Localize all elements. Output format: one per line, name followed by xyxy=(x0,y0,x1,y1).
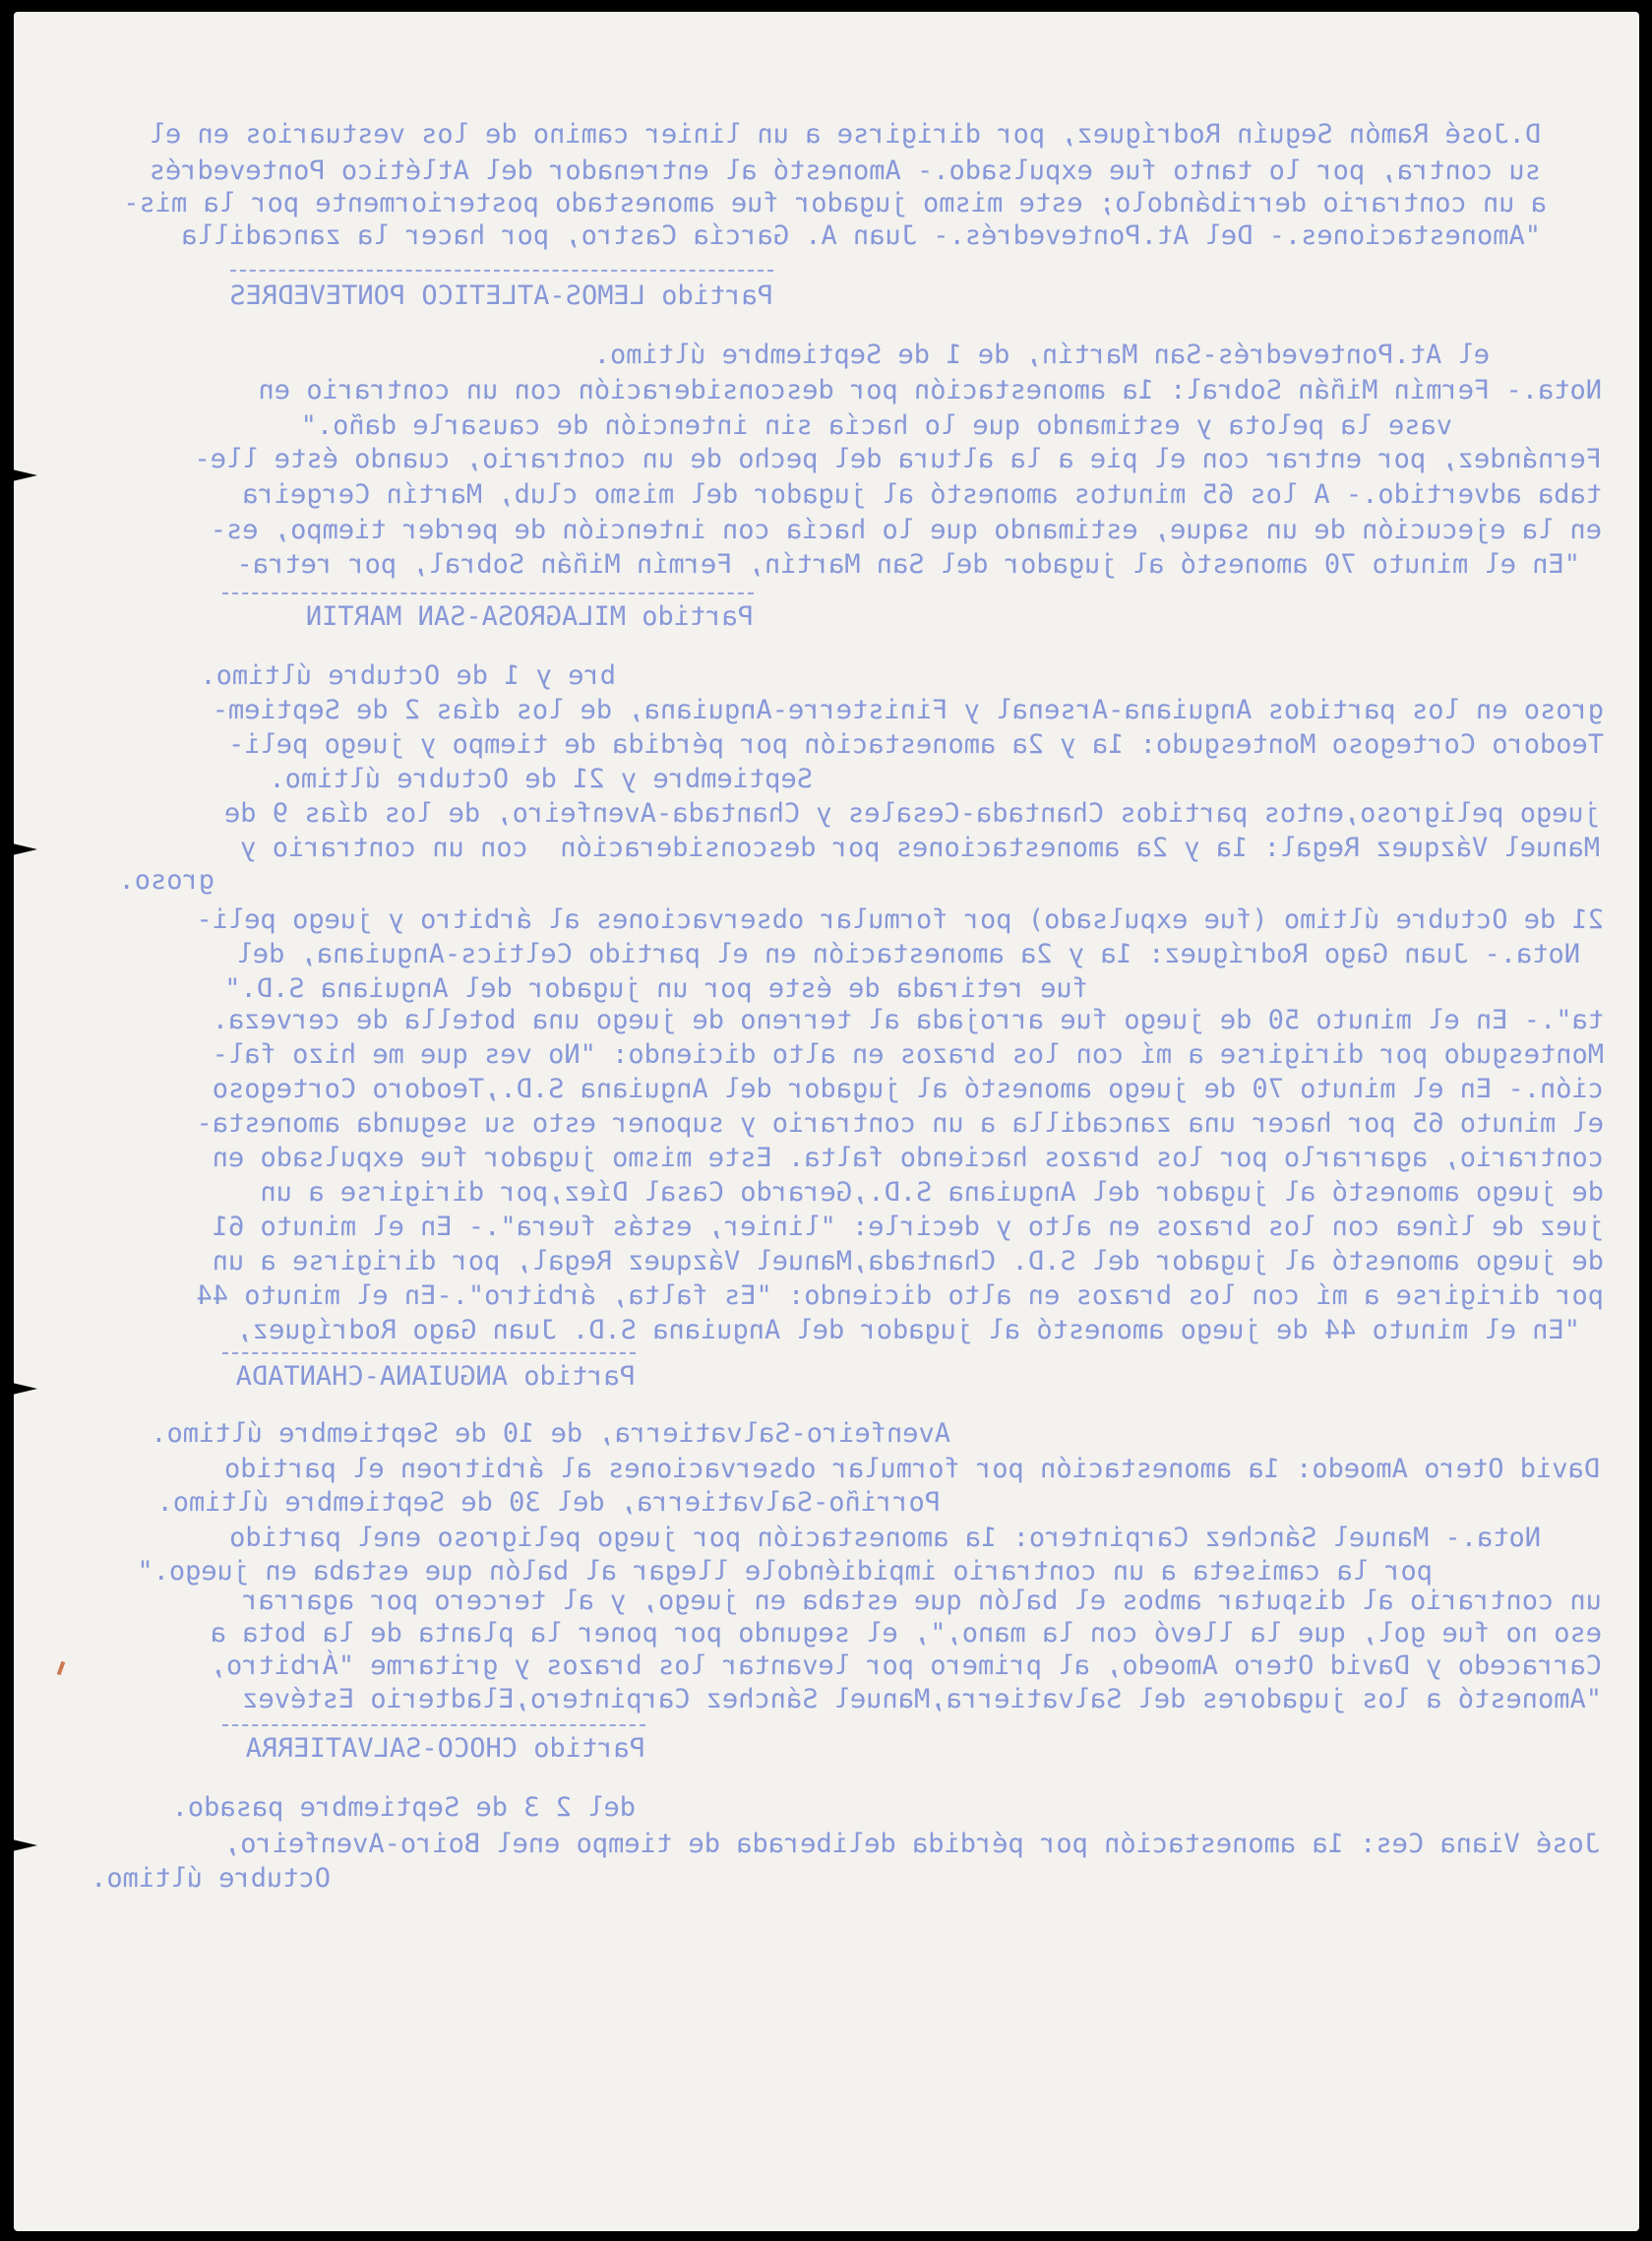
text-line: el At.Pontevedrés-San Martín, de 1 de Septiembre último. xyxy=(593,340,1490,370)
text-line: ta".- En el minuto 50 de juego fue arrojada al terreno de juego una botella de cerveza. xyxy=(212,1005,1604,1035)
show-through-text xyxy=(14,12,1639,2231)
text-line: Nota.- Juan Gago Rodríguez: 1a y 2a amonestación en el partido Celtics-Anguiana, del xyxy=(236,939,1580,969)
text-line: D.José Ramón Seguín Rodríguez, por dirigirse a un linier camino de los vestuarios en el xyxy=(149,119,1541,150)
text-line: juez de línea con los brazos en alto y decirle: "linier, estás fuera".- En el minuto 61 xyxy=(212,1212,1604,1242)
text-line: por dirigirse a mí con los brazos en alto diciendo: "Es falta, árbitro".-En el minuto 44 xyxy=(196,1280,1604,1311)
text-line: "En el minuto 44 de juego amonestó al jugador del Anguiana S.D. Juan Gago Rodríguez, xyxy=(236,1315,1580,1345)
text-line: Manuel Vázquez Regal: 1a y 2a amonestaciones por desconsideración con un contrario y xyxy=(240,833,1600,863)
text-line: David Otero Amoedo: 1a amonestación por formular observaciones al árbitroen el partido xyxy=(224,1454,1600,1484)
text-line: ción.- En el minuto 70 de juego amonestó al jugador del Anguiana S.D.,Teodoro Cortegoso xyxy=(212,1074,1604,1104)
text-line: Montesgudo por dirigirse a mí con los brazos en alto diciendo: "No ves que me hizo fal- xyxy=(212,1039,1604,1070)
text-line: de juego amonestó al jugador del S.D. Chantada,Manuel Vázquez Regal, por dirigirse a un xyxy=(212,1246,1604,1276)
text-line: Fernández, por entrar con el pie a la altura del pecho de un contrario, cuando éste lle- xyxy=(194,444,1602,474)
text-line: taba advertido.- A los 65 minutos amonestó al jugador del mismo club, Martín Cergeira xyxy=(242,479,1602,510)
text-line: "Amonestó a los jugadores del Salvatierra,Manuel Sánchez Carpintero,Eladterio Estévez xyxy=(242,1684,1602,1714)
text-line: en la ejecución de un saque, estimando que lo hacía con intención de perder tiempo, es- xyxy=(210,515,1602,545)
text-line: juego peligroso,entos partidos Chantada-Cesales y Chantada-Avenfeiro, de los días 9 de xyxy=(224,798,1600,829)
text-line: Septiembre y 21 de Octubre último. xyxy=(269,764,813,794)
text-line: eso no fue gol, que la llevó con la mano,", el segundo por poner la planta de la bota a xyxy=(210,1618,1602,1649)
text-line: groso. xyxy=(118,865,214,896)
section-heading: Partido ANGUIANA-CHANTADA xyxy=(235,1361,636,1392)
text-line: vase la pelota y estimando que lo hacía sin intención de causarle daño." xyxy=(300,410,1452,441)
text-line: "Amonestaciones.- Del At.Pontevedrés.- Juan A. García Castro, por hacer la zancadilla xyxy=(181,220,1541,251)
text-line: un contrario al disputar ambos el balón que estaba en juego, y al tercero por agarrar xyxy=(242,1586,1602,1616)
text-line: bre y 1 de Octubre último. xyxy=(200,660,616,691)
text-line: a un contrario derribándolo; este mismo jugador fue amonestado posteriormente por la mis- xyxy=(123,188,1547,218)
document-page xyxy=(14,12,1639,2231)
text-line: 21 de Octubre último (fue expulsado) por formular observaciones al árbitro y juego peli- xyxy=(196,904,1604,935)
text-line: Carracedo y David Otero Amoedo, al primero por levantar los brazos y gritarme "Árbitro, xyxy=(210,1650,1602,1681)
text-line: contrario, agarrarlo por los brazos haciendo falta. Este mismo jugador fue expulsado en xyxy=(212,1143,1604,1173)
text-line: el minuto 65 por hacer una zancadilla a un contrario y suponer esto su segunda amonesta- xyxy=(196,1108,1604,1139)
text-line: fue retirada de éste por un jugador del Anguiana S.D." xyxy=(224,973,1088,1004)
text-line: por la camiseta a un contrario impidiéndole llegar al balón que estaba en juego." xyxy=(137,1556,1433,1587)
heading-underline xyxy=(222,1352,636,1354)
section-heading: Partido MILAGROSA-SAN MARTIN xyxy=(305,601,754,632)
text-line: Porriño-Salvatierra, del 30 de Septiembre último. xyxy=(156,1487,941,1518)
text-line: Teodoro Cortegoso Montesgudo: 1a y 2a amonestación por pérdida de tiempo y juego peli- xyxy=(228,729,1604,760)
heading-underline xyxy=(222,1724,645,1726)
section-heading: Partido LEMOS-ATLETICO PONTEVEDRES xyxy=(229,280,773,311)
heading-underline xyxy=(230,270,773,272)
text-line: del 2 3 de Septiembre pasado. xyxy=(171,1792,636,1823)
text-line: Octubre último. xyxy=(91,1863,331,1894)
text-line: su contra, por lo tanto fue expulsado.- Amonestó al entrenador del Atlético Pontevedrés xyxy=(149,156,1541,186)
text-line: Avenfeiro-Salvatierra, de 10 de Septiembre último. xyxy=(151,1418,950,1449)
text-line: de juego amonestó al jugador del Anguiana S.D.,Gerardo Casal Díez,por dirigirse a un xyxy=(260,1177,1604,1208)
heading-underline xyxy=(222,592,754,594)
text-line: groso en los partidos Anguiana-Arsenal y Finisterre-Anguiana, de los días 2 de Septiem- xyxy=(212,695,1604,725)
text-line: Nota.- Manuel Sánchez Carpintero: 1a amonestación por juego peligroso enel partido xyxy=(229,1523,1541,1553)
section-heading: Partido CHOCO-SALVATIERRA xyxy=(245,1733,645,1764)
text-line: "En el minuto 70 amonestó al jugador del San Martín, Fermín Miñán Sobral, por retra- xyxy=(236,549,1580,580)
text-line: José Viana Ces: 1a amonestación por pérdida deliberada de tiempo enel Boiro-Avenfeiro, xyxy=(224,1829,1600,1859)
text-line: Nota.- Fermín Miñán Sobral: 1a amonestación por desconsideración con un contrario en xyxy=(258,375,1602,405)
